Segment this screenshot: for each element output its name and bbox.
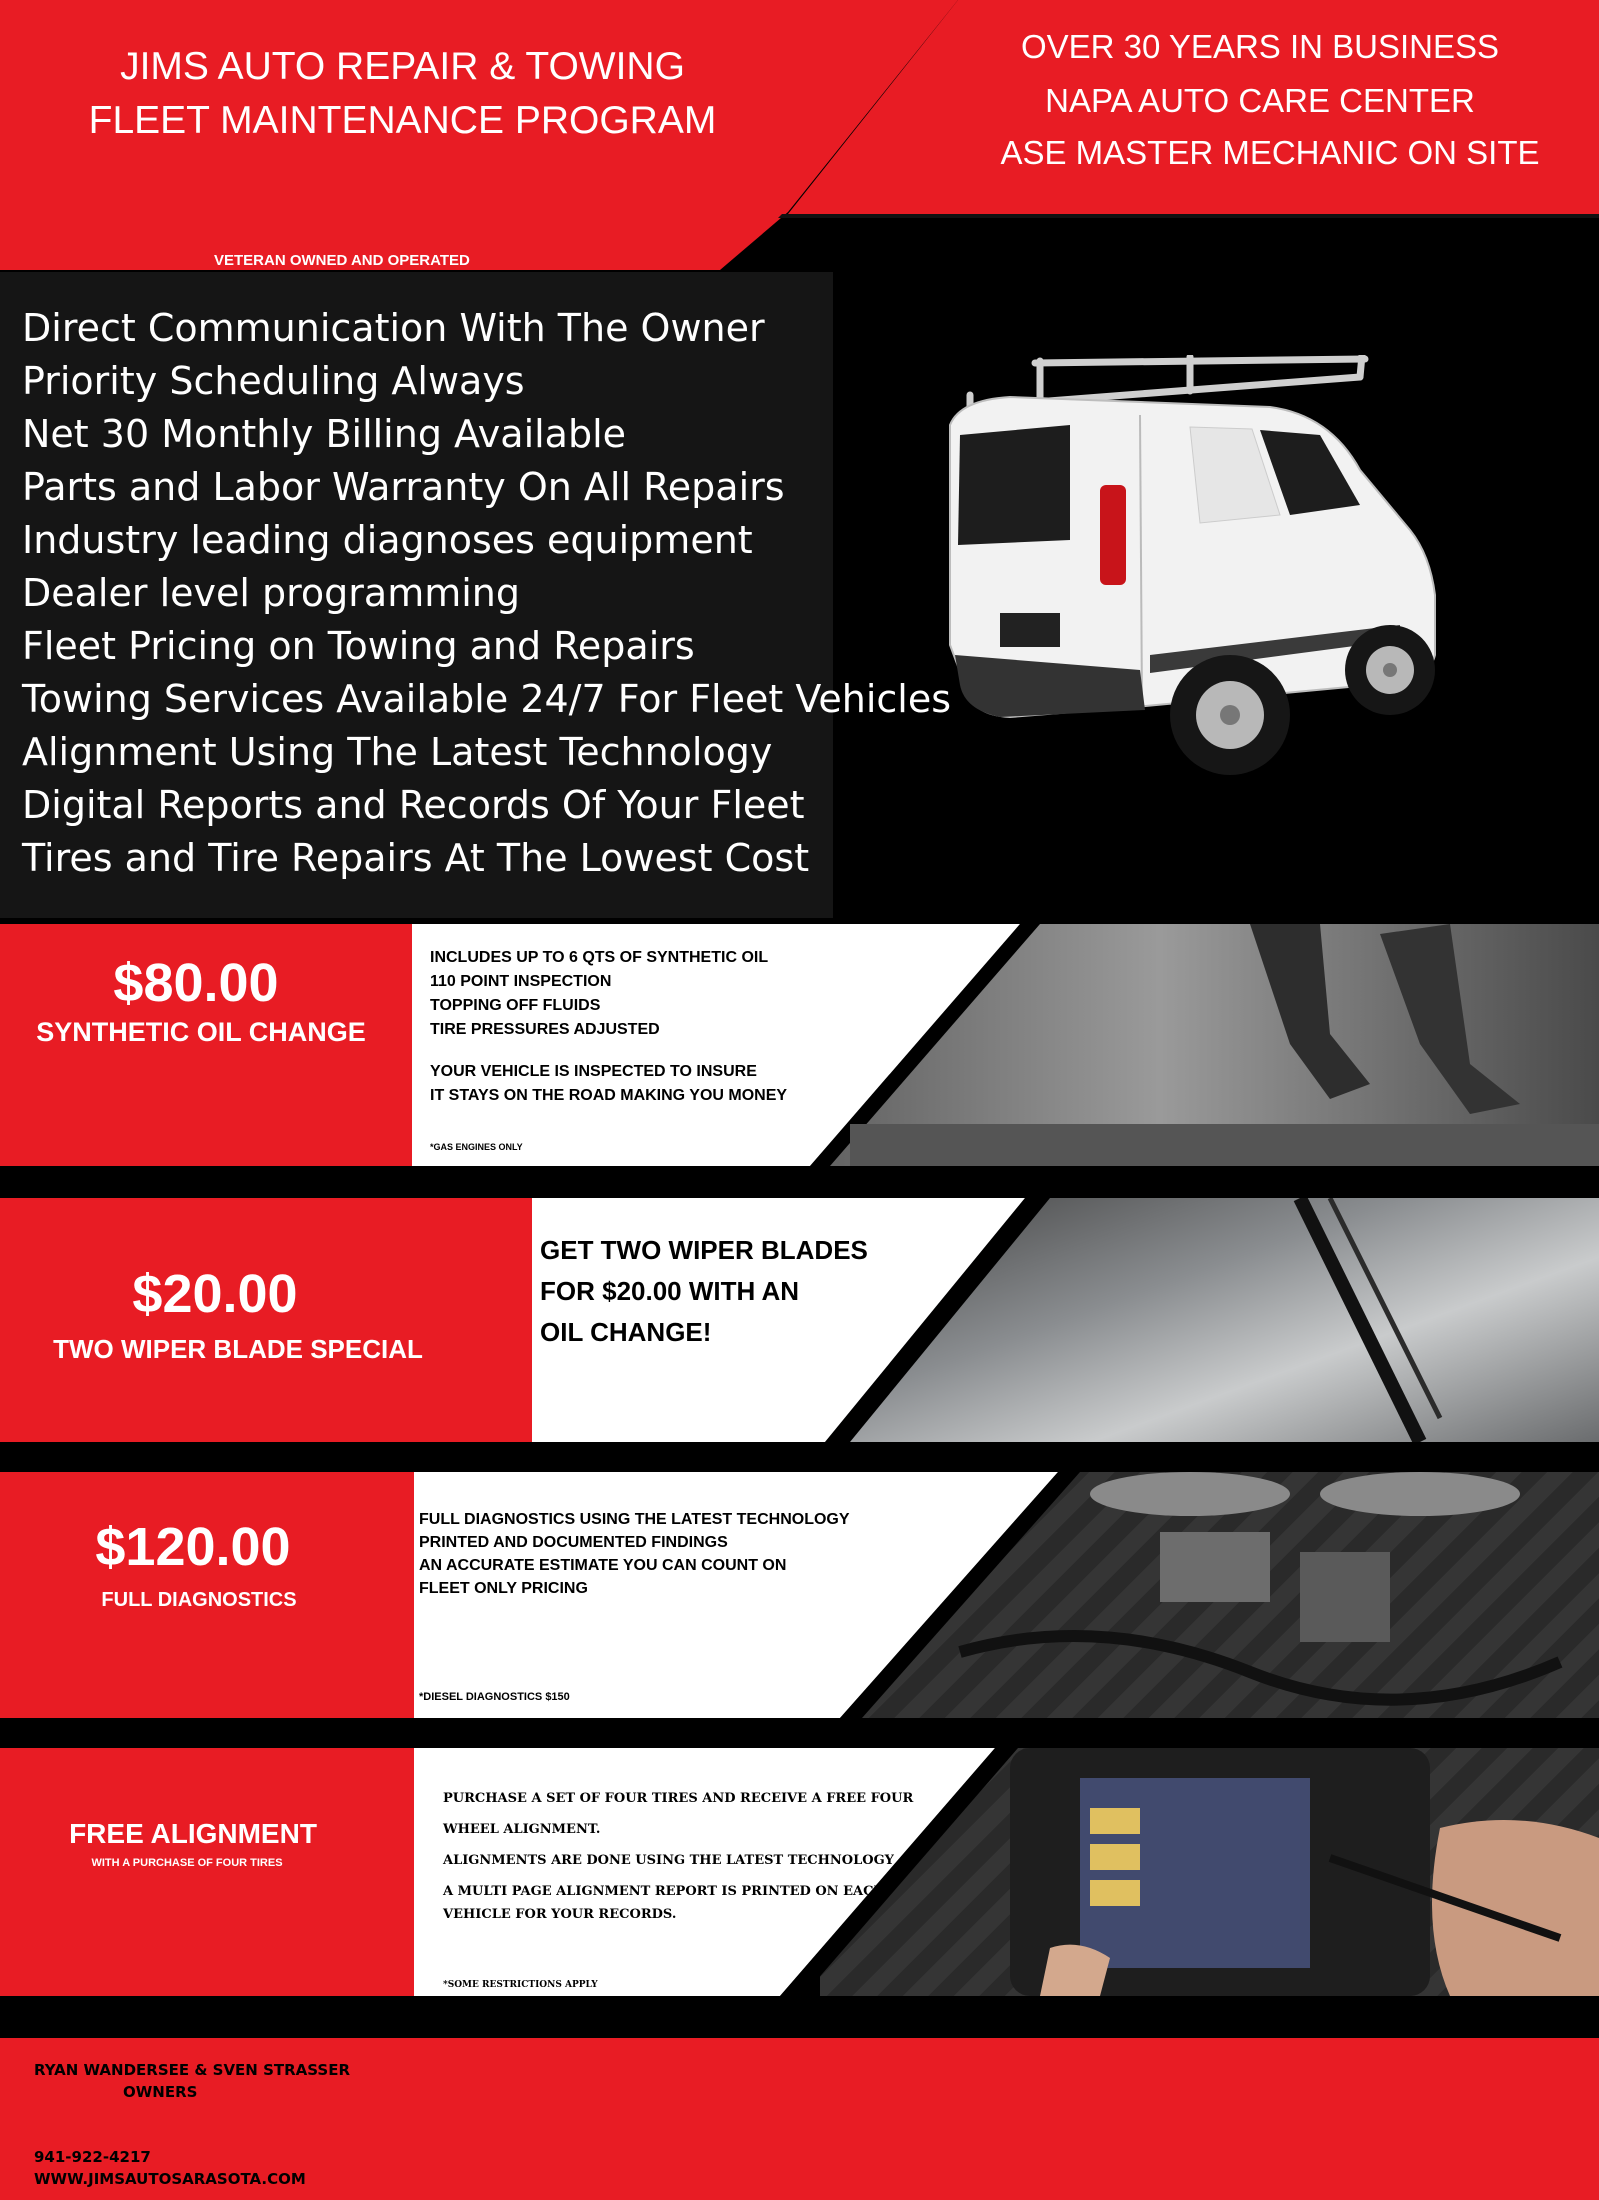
header-title-line1: JIMS AUTO REPAIR & TOWING (120, 45, 685, 88)
oil-note (430, 1060, 787, 1108)
veteran-tagline: VETERAN OWNED AND OPERATED (214, 252, 470, 269)
oil-details (430, 946, 768, 1042)
feature-item: Dealer level programming (22, 571, 520, 615)
oil-note-line2: IT STAYS ON THE ROAD MAKING YOU MONEY (430, 1087, 788, 1104)
align-detail-line: PURCHASE A SET OF FOUR TIRES AND RECEIVE A FREE FOUR (443, 1791, 914, 1806)
feature-item: Alignment Using The Latest Technology (22, 730, 773, 774)
header-title-line2: FLEET MAINTENANCE PROGRAM (88, 99, 717, 142)
align-title: FREE ALIGNMENT (69, 1818, 317, 1849)
wiper-detail-line: FOR $20.00 WITH AN (540, 1276, 800, 1306)
diag-detail-line: AN ACCURATE ESTIMATE YOU CAN COUNT ON (419, 1557, 787, 1574)
diag-detail-line: FLEET ONLY PRICING (419, 1580, 588, 1597)
wiper-details (540, 1230, 868, 1353)
feature-item: Parts and Labor Warranty On All Repairs (22, 465, 785, 509)
feature-item: Tires and Tire Repairs At The Lowest Cost (22, 836, 810, 880)
owners-label: OWNERS (123, 2083, 198, 2101)
wiper-detail-line: OIL CHANGE! (540, 1317, 712, 1347)
oil-title: SYNTHETIC OIL CHANGE (36, 1017, 366, 1047)
diag-title: FULL DIAGNOSTICS (101, 1589, 297, 1611)
features-list (22, 302, 951, 885)
feature-item: Industry leading diagnoses equipment (22, 518, 753, 562)
align-detail-line: A MULTI PAGE ALIGNMENT REPORT IS PRINTED ON EACH (443, 1884, 886, 1899)
van-image (930, 355, 1500, 785)
align-subtitle: WITH A PURCHASE OF FOUR TIRES (91, 1857, 283, 1869)
header-years: OVER 30 YEARS IN BUSINESS (1020, 28, 1500, 65)
feature-item: Net 30 Monthly Billing Available (22, 412, 627, 456)
align-details (443, 1783, 913, 1930)
header-ase: ASE MASTER MECHANIC ON SITE (1000, 134, 1540, 171)
wiper-price: $20.00 (132, 1264, 298, 1324)
phone-number[interactable]: 941-922-4217 (34, 2148, 151, 2166)
diag-price: $120.00 (95, 1517, 291, 1577)
oil-note-line1: YOUR VEHICLE IS INSPECTED TO INSURE (430, 1063, 757, 1080)
align-detail-line: WHEEL ALIGNMENT. (443, 1822, 601, 1837)
feature-item: Direct Communication With The Owner (22, 306, 765, 350)
feature-item: Priority Scheduling Always (22, 359, 525, 403)
diag-fine-print: *DIESEL DIAGNOSTICS $150 (419, 1691, 570, 1703)
feature-item: Towing Services Available 24/7 For Fleet Vehicles (22, 677, 952, 721)
align-fine-print: *SOME RESTRICTIONS APPLY (443, 1980, 598, 1990)
align-detail-line: ALIGNMENTS ARE DONE USING THE LATEST TECHNOLOGY (443, 1853, 894, 1868)
wiper-detail-line: GET TWO WIPER BLADES (540, 1235, 868, 1265)
website-link[interactable]: WWW.JIMSAUTOSARASOTA.COM (34, 2170, 306, 2188)
oil-price: $80.00 (113, 953, 279, 1013)
diag-detail-line: FULL DIAGNOSTICS USING THE LATEST TECHNOLOGY (419, 1511, 850, 1528)
diag-detail-line: PRINTED AND DOCUMENTED FINDINGS (419, 1534, 728, 1551)
feature-item: Digital Reports and Records Of Your Fleet (22, 783, 805, 827)
oil-fine-print: *GAS ENGINES ONLY (430, 1142, 523, 1152)
feature-item: Fleet Pricing on Towing and Repairs (22, 624, 695, 668)
oil-detail-line: INCLUDES UP TO 6 QTS OF SYNTHETIC OIL (430, 949, 769, 966)
oil-detail-line: TOPPING OFF FLUIDS (430, 997, 601, 1014)
diag-details (419, 1508, 850, 1600)
oil-detail-line: TIRE PRESSURES ADJUSTED (430, 1021, 660, 1038)
oil-detail-line: 110 POINT INSPECTION (430, 973, 612, 990)
align-detail-line: VEHICLE FOR YOUR RECORDS. (443, 1907, 677, 1922)
wiper-title: TWO WIPER BLADE SPECIAL (53, 1334, 423, 1364)
owners-names: RYAN WANDERSEE & SVEN STRASSER (34, 2061, 351, 2079)
header-napa: NAPA AUTO CARE CENTER (1045, 82, 1475, 119)
